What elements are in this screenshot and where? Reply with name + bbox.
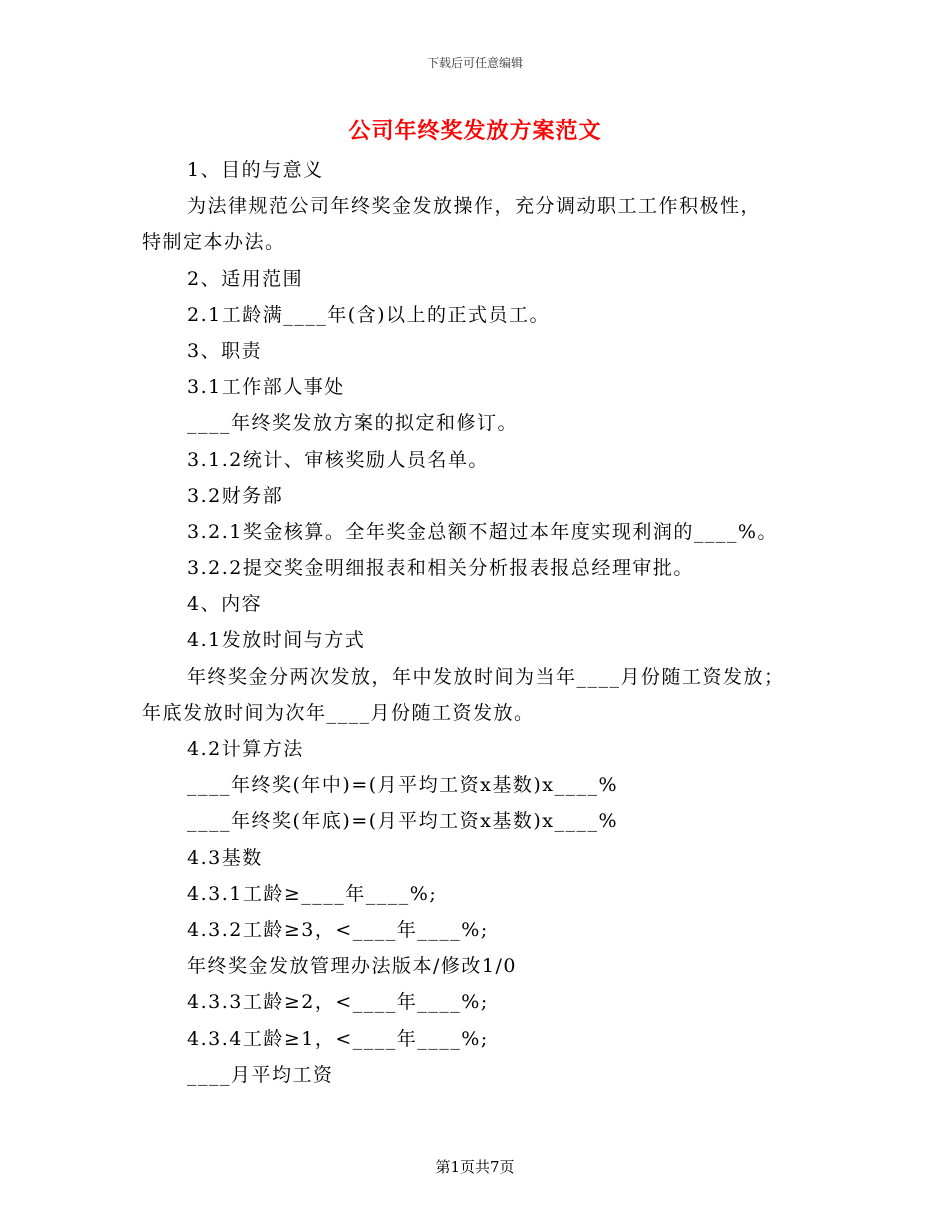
- page-header: 下载后可任意编辑: [426, 56, 523, 70]
- paragraph-line: 2.1工龄满____年(含)以上的正式员工。: [187, 303, 551, 326]
- paragraph-line: 2、适用范围: [187, 267, 304, 290]
- paragraph-line: ____年终奖(年中)=(月平均工资x基数)x____%: [187, 774, 619, 797]
- document-body: [142, 152, 822, 1093]
- paragraph-line: ____月平均工资: [187, 1063, 334, 1086]
- page-footer: 第1页共7页: [435, 1158, 515, 1176]
- paragraph-line: 4、内容: [187, 593, 263, 616]
- paragraph-line: 4.3.1工龄≥____年____%;: [187, 882, 438, 905]
- paragraph-line: 4.1发放时间与方式: [187, 629, 366, 652]
- paragraph-line: 年终奖金分两次发放，年中发放时间为当年____月份随工资发放；: [187, 665, 785, 688]
- paragraph-line: ____年终奖(年底)=(月平均工资x基数)x____%: [187, 810, 619, 833]
- paragraph-line: 4.3基数: [187, 846, 263, 869]
- paragraph-line: 3.2.2提交奖金明细报表和相关分析报表报总经理审批。: [187, 557, 694, 580]
- paragraph-line: 4.3.3工龄≥2，<____年____%;: [187, 991, 489, 1014]
- paragraph-line: 3.1.2统计、审核奖励人员名单。: [187, 448, 489, 471]
- paragraph-line: ____年终奖发放方案的拟定和修订。: [187, 412, 519, 435]
- paragraph-line: 年底发放时间为次年____月份随工资发放。: [142, 701, 535, 724]
- paragraph-line: 4.3.2工龄≥3，<____年____%;: [187, 918, 489, 941]
- paragraph-line: 3、职责: [187, 339, 263, 362]
- paragraph-line: 4.3.4工龄≥1，<____年____%;: [187, 1027, 489, 1050]
- paragraph-line: 3.2财务部: [187, 484, 284, 507]
- paragraph-line: 年终奖金发放管理办法版本/修改1/0: [187, 955, 517, 978]
- paragraph-line: 特制定本办法。: [142, 231, 286, 254]
- document-title: 公司年终奖发放方案范文: [348, 118, 602, 144]
- paragraph-line: 1、目的与意义: [187, 159, 324, 181]
- paragraph-line: 3.1工作部人事处: [187, 376, 345, 399]
- paragraph-line: 为法律规范公司年终奖金发放操作，充分调动职工工作积极性，: [187, 195, 762, 218]
- paragraph-line: 3.2.1奖金核算。全年奖金总额不超过本年度实现利润的____%。: [187, 520, 778, 543]
- paragraph-line: 4.2计算方法: [187, 738, 304, 760]
